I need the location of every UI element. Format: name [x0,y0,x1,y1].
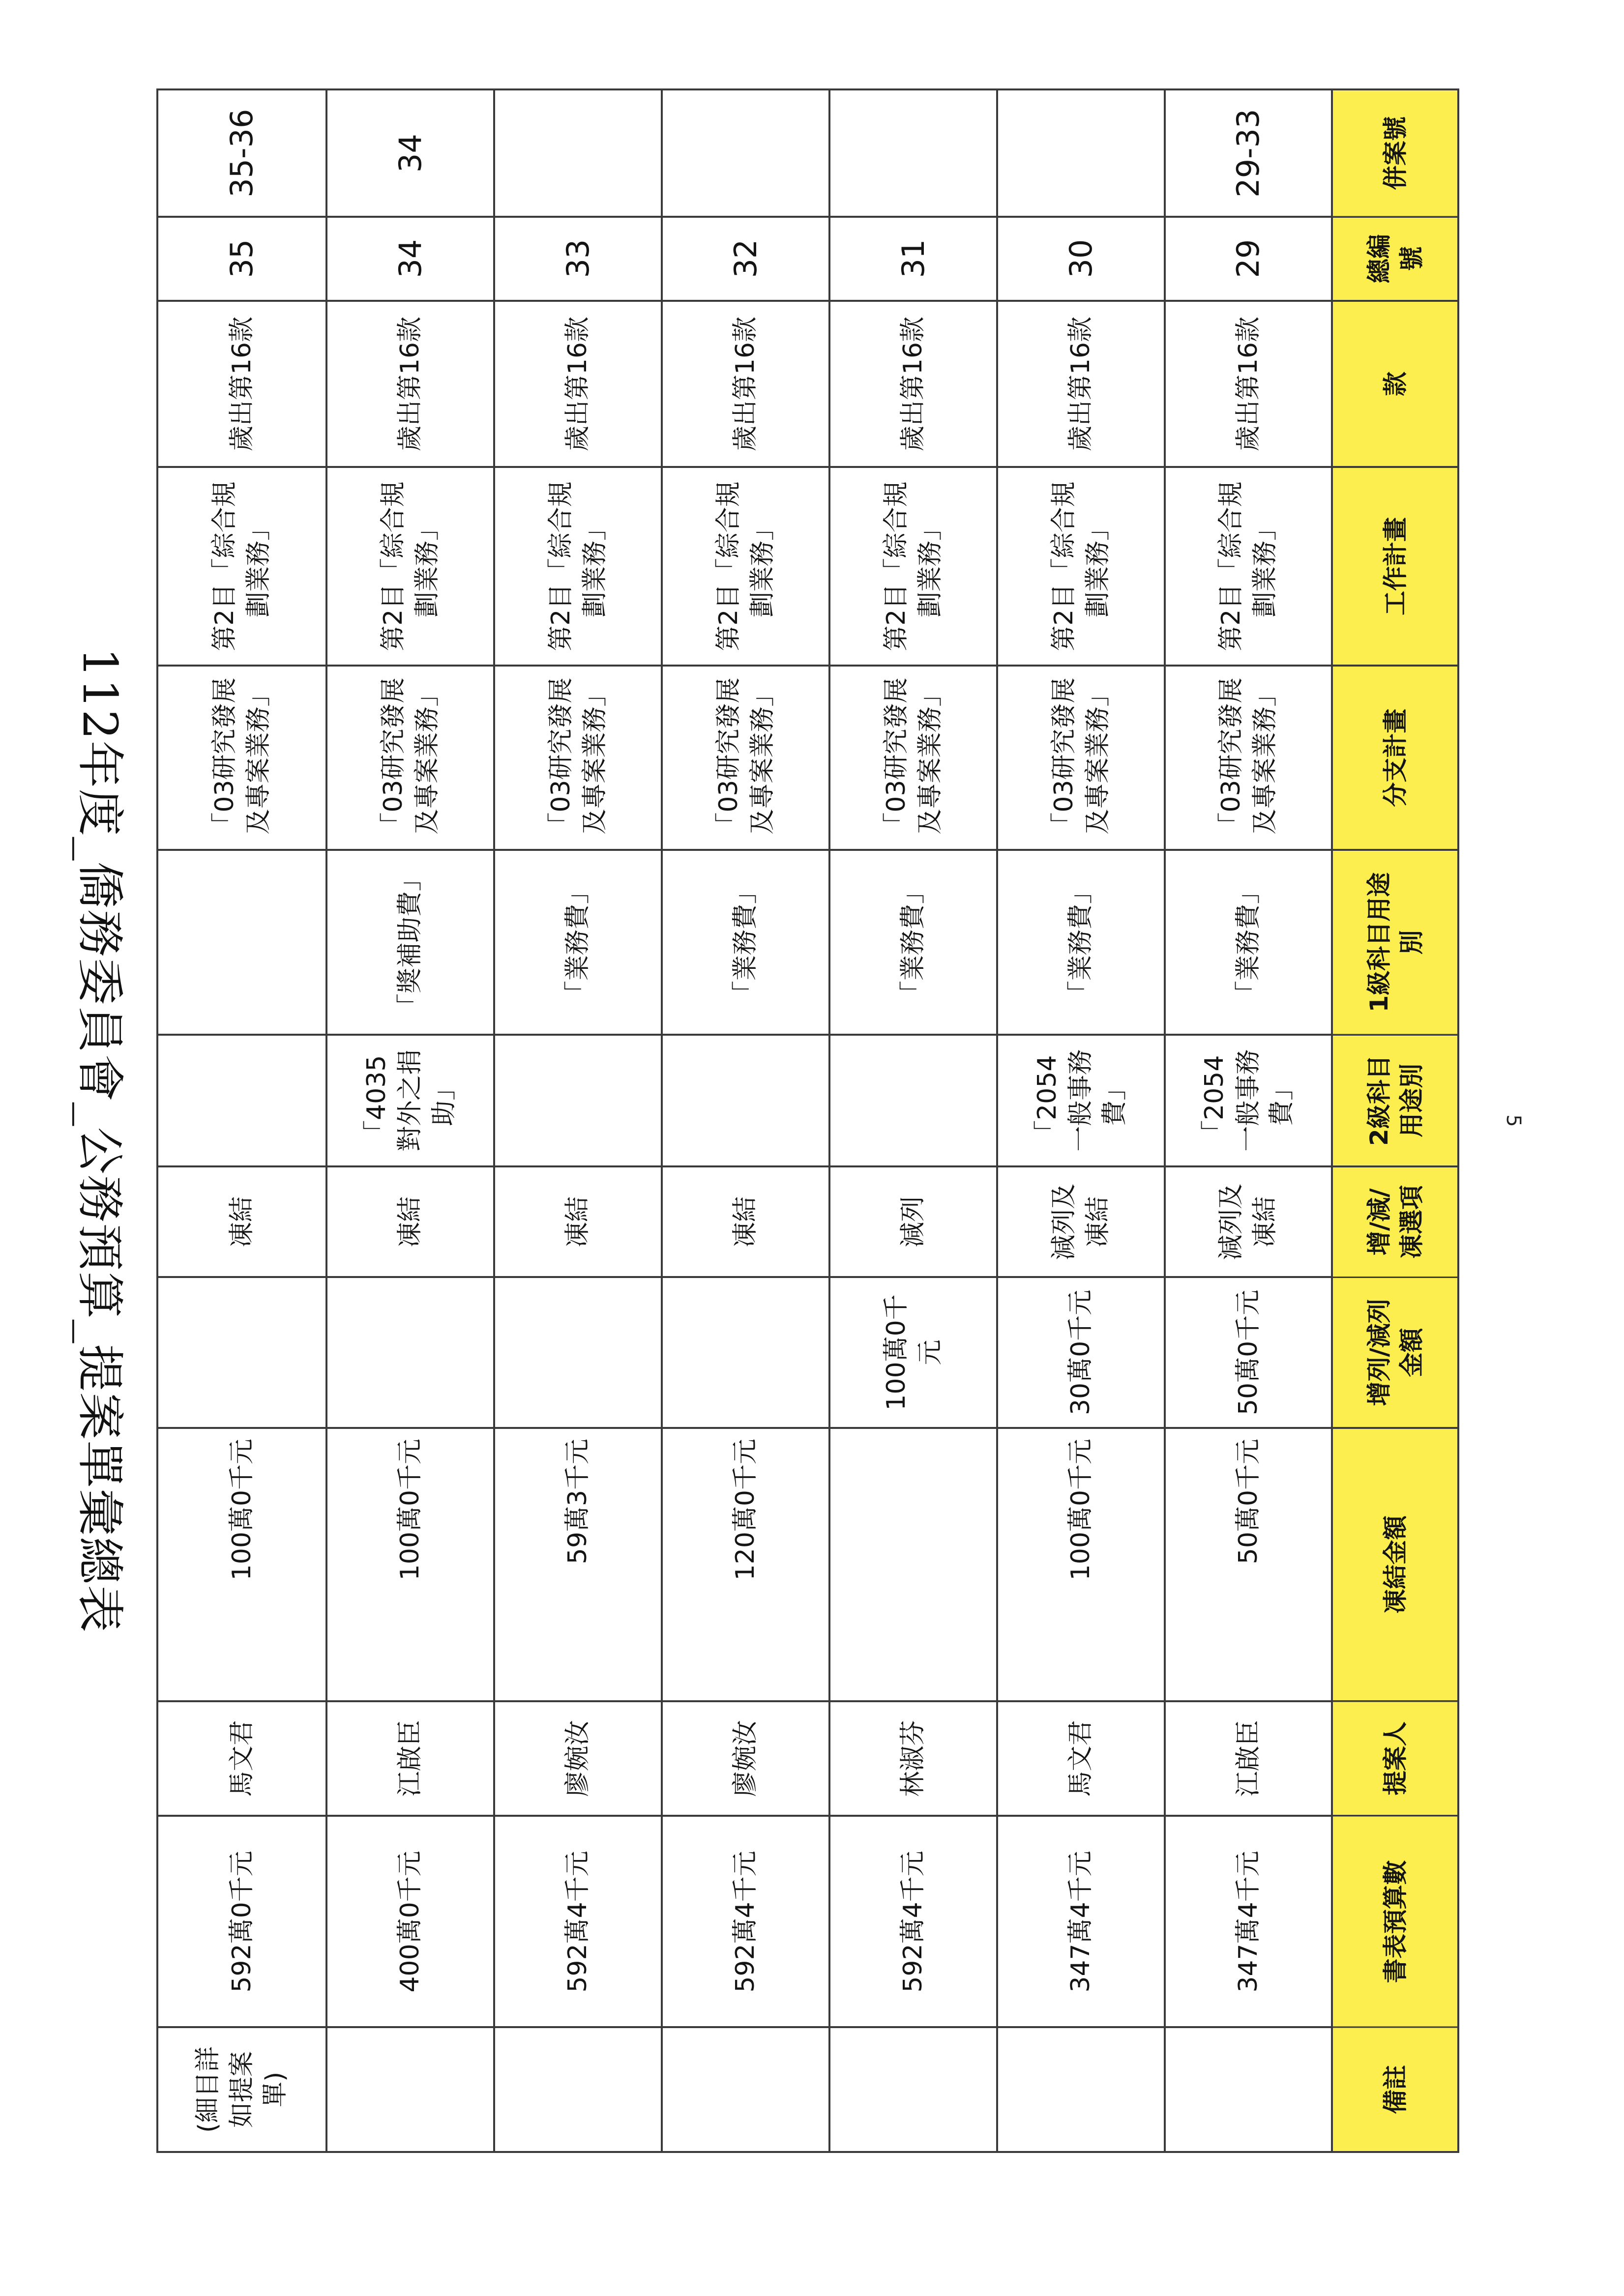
header-proposer: 提案人 [1332,1701,1458,1816]
cell-item: 歲出第16款 [1165,301,1332,467]
cell-budget: 592萬4千元 [494,1816,662,2028]
cell-level2 [829,1035,997,1166]
cell-case-group: 34 [326,89,494,217]
cell-total-no: 31 [829,217,997,300]
cell-work-plan: 第2目「綜合規劃業務」 [494,467,662,666]
header-option: 增/減/凍選項 [1332,1166,1458,1278]
cell-option: 凍結 [326,1166,494,1278]
header-budget: 書表預算數 [1332,1816,1458,2028]
cell-work-plan: 第2目「綜合規劃業務」 [157,467,326,666]
cell-freeze-amount: 100萬0千元 [997,1428,1165,1701]
cell-work-plan: 第2目「綜合規劃業務」 [829,467,997,666]
cell-proposer: 江啟臣 [1165,1701,1332,1816]
header-total-no: 總編號 [1332,217,1458,300]
cell-item: 歲出第16款 [997,301,1165,467]
cell-freeze-amount: 59萬3千元 [494,1428,662,1701]
document-title: 112年度_僑務委員會_公務預算_提案單彙總表 [72,647,127,1633]
header-level2: 2級科目用途別 [1332,1035,1458,1166]
cell-note [494,2027,662,2152]
cell-budget: 347萬4千元 [997,1816,1165,2028]
header-case-group: 併案號 [1332,89,1458,217]
cell-level1: 「業務費」 [997,850,1165,1035]
cell-item: 歲出第16款 [662,301,829,467]
header-note: 備註 [1332,2027,1458,2152]
cell-change-amount [662,1277,829,1428]
cell-option: 減列及凍結 [1165,1166,1332,1278]
cell-level2: 「2054一般事務費」 [997,1035,1165,1166]
page-number: 5 [1502,1114,1525,1127]
cell-level1: 「業務費」 [662,850,829,1035]
header-freeze-amount: 凍結金額 [1332,1428,1458,1701]
cell-freeze-amount: 100萬0千元 [157,1428,326,1701]
cell-proposer: 馬文君 [157,1701,326,1816]
cell-sub-plan: 「03研究發展及專案業務」 [494,666,662,850]
cell-sub-plan: 「03研究發展及專案業務」 [157,666,326,850]
cell-option: 減列及凍結 [997,1166,1165,1278]
cell-level1: 「業務費」 [494,850,662,1035]
cell-change-amount: 100萬0千元 [829,1277,997,1428]
cell-total-no: 29 [1165,217,1332,300]
header-item: 款 [1332,301,1458,467]
cell-item: 歲出第16款 [494,301,662,467]
cell-total-no: 35 [157,217,326,300]
cell-proposer: 廖婉汝 [662,1701,829,1816]
cell-item: 歲出第16款 [157,301,326,467]
cell-budget: 400萬0千元 [326,1816,494,2028]
table-row [1165,89,1332,2152]
cell-case-group [494,89,662,217]
cell-total-no: 30 [997,217,1165,300]
cell-budget: 592萬0千元 [157,1816,326,2028]
cell-level2 [157,1035,326,1166]
cell-change-amount: 50萬0千元 [1165,1277,1332,1428]
cell-proposer: 江啟臣 [326,1701,494,1816]
cell-total-no: 34 [326,217,494,300]
cell-budget: 347萬4千元 [1165,1816,1332,2028]
cell-change-amount [326,1277,494,1428]
cell-level2: 「2054一般事務費」 [1165,1035,1332,1166]
cell-level1: 「業務費」 [1165,850,1332,1035]
cell-work-plan: 第2目「綜合規劃業務」 [326,467,494,666]
cell-level1: 「業務費」 [829,850,997,1035]
cell-note [997,2027,1165,2152]
cell-work-plan: 第2目「綜合規劃業務」 [997,467,1165,666]
cell-change-amount: 30萬0千元 [997,1277,1165,1428]
proposal-summary-table [156,88,1459,2153]
cell-sub-plan: 「03研究發展及專案業務」 [662,666,829,850]
cell-sub-plan: 「03研究發展及專案業務」 [829,666,997,850]
cell-case-group: 29-33 [1165,89,1332,217]
header-level1: 1級科目用途別 [1332,850,1458,1035]
cell-work-plan: 第2目「綜合規劃業務」 [662,467,829,666]
cell-freeze-amount: 120萬0千元 [662,1428,829,1701]
cell-level2 [662,1035,829,1166]
cell-work-plan: 第2目「綜合規劃業務」 [1165,467,1332,666]
cell-case-group [997,89,1165,217]
cell-note [662,2027,829,2152]
header-work-plan: 工作計畫 [1332,467,1458,666]
cell-note [829,2027,997,2152]
cell-case-group: 35-36 [157,89,326,217]
cell-change-amount [157,1277,326,1428]
cell-total-no: 32 [662,217,829,300]
cell-note [326,2027,494,2152]
cell-level1: 「獎補助費」 [326,850,494,1035]
cell-freeze-amount [829,1428,997,1701]
cell-level2 [494,1035,662,1166]
cell-freeze-amount: 100萬0千元 [326,1428,494,1701]
cell-option: 凍結 [494,1166,662,1278]
cell-budget: 592萬4千元 [662,1816,829,2028]
cell-freeze-amount: 50萬0千元 [1165,1428,1332,1701]
cell-item: 歲出第16款 [326,301,494,467]
table-row [997,89,1165,2152]
cell-option: 凍結 [157,1166,326,1278]
header-sub-plan: 分支計畫 [1332,666,1458,850]
table-row [494,89,662,2152]
cell-proposer: 廖婉汝 [494,1701,662,1816]
header-row [1332,89,1458,2152]
cell-note [1165,2027,1332,2152]
cell-note: (細目詳如提案單) [157,2027,326,2152]
cell-option: 凍結 [662,1166,829,1278]
cell-case-group [829,89,997,217]
cell-case-group [662,89,829,217]
cell-total-no: 33 [494,217,662,300]
cell-option: 減列 [829,1166,997,1278]
header-change-amount: 增列/減列金額 [1332,1277,1458,1428]
cell-sub-plan: 「03研究發展及專案業務」 [997,666,1165,850]
table-row [829,89,997,2152]
cell-change-amount [494,1277,662,1428]
cell-sub-plan: 「03研究發展及專案業務」 [1165,666,1332,850]
cell-level1 [157,850,326,1035]
cell-sub-plan: 「03研究發展及專案業務」 [326,666,494,850]
cell-budget: 592萬4千元 [829,1816,997,2028]
table-row [662,89,829,2152]
table-row [326,89,494,2152]
cell-proposer: 馬文君 [997,1701,1165,1816]
cell-item: 歲出第16款 [829,301,997,467]
cell-proposer: 林淑芬 [829,1701,997,1816]
table-row [157,89,326,2152]
cell-level2: 「4035對外之捐助」 [326,1035,494,1166]
